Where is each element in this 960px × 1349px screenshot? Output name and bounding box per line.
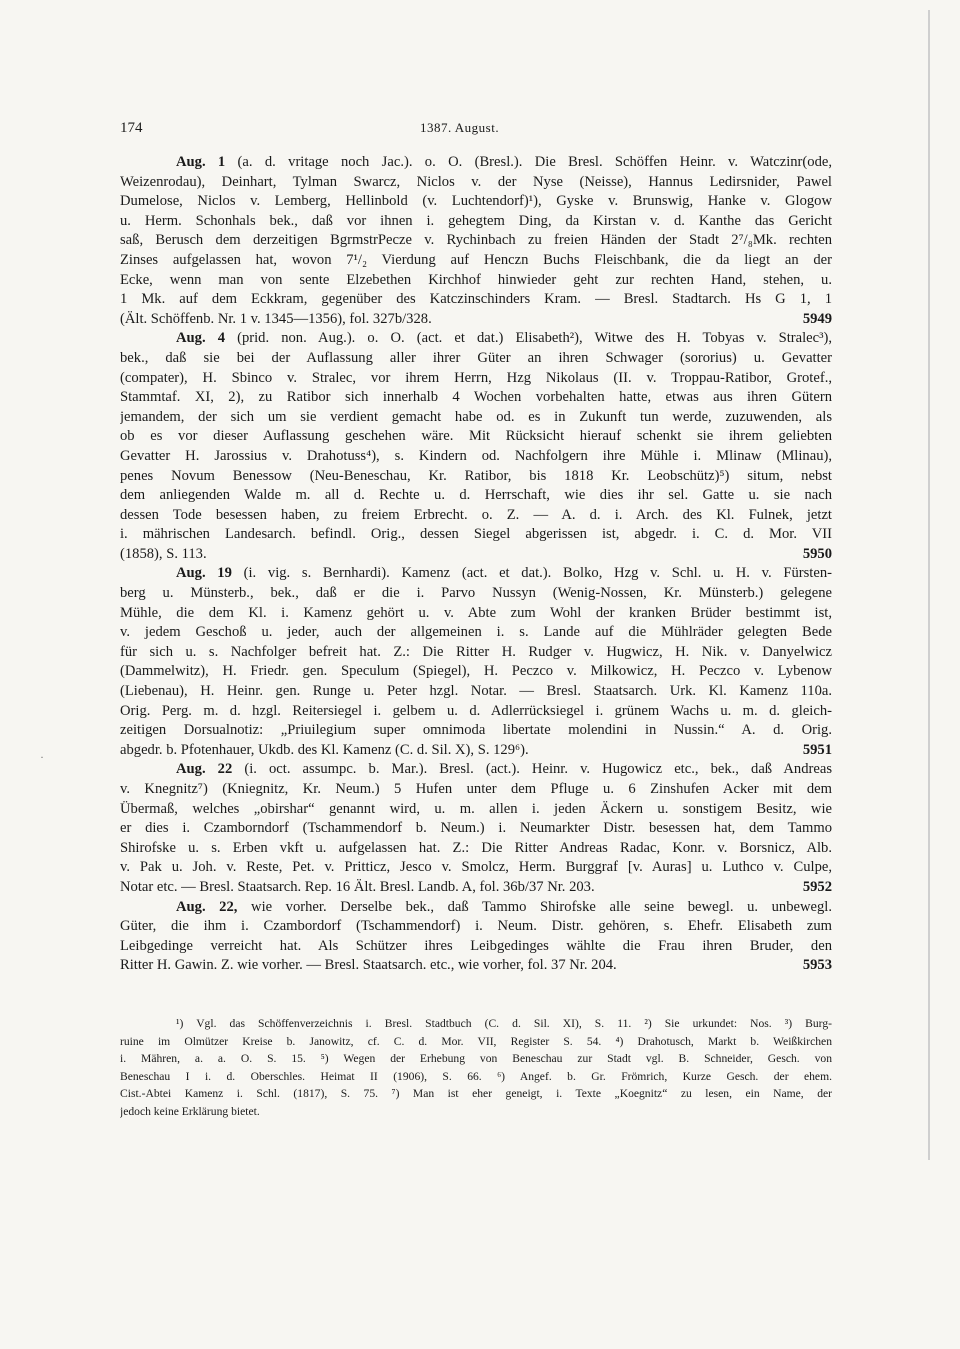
entry-date: Aug. 4 xyxy=(176,330,225,347)
body-text: (compater), H. Sbinco v. Stralec, vor ihrem Herrn, Hzg Nikolaus (II. v. Troppau-Ratibor, Grotef., xyxy=(120,369,832,386)
body-text: zeitigen Dorsualnotiz: „Priuilegium super omnimoda libertate molendini in Nussin.“ A. d. Orig. xyxy=(120,722,832,739)
body-text: Ecke, wenn man von sente Elzebethen Kirchhof hinwieder geht zur rechten Hand, stehen, u. xyxy=(120,271,832,288)
body-text: v. Knegnitz⁷) (Kniegnitz, Kr. Neum.) 5 Hufen unter dem Pfluge u. 6 Zinshufen Acker mit dem xyxy=(120,781,832,797)
body-line xyxy=(120,819,832,839)
body-line xyxy=(120,290,832,310)
body-line xyxy=(120,388,832,408)
body-text: ob es vor dieser Auflassung geschehen wäre. Mit Rücksicht hierauf schenkt sie ihrem geliebten xyxy=(120,428,832,445)
body-line xyxy=(120,545,832,565)
body-line xyxy=(120,271,832,291)
body-line xyxy=(120,408,832,428)
body-text: Zinses aufgelassen hat, wovon 7¹/₂ Vierdung auf Henczn Buchs Fleischbank, die da liegt an der xyxy=(120,251,832,268)
body-line xyxy=(120,231,832,251)
body-line xyxy=(120,917,832,937)
body-text: (prid. non. Aug.). o. O. (act. et dat.) Elisabeth²), Witwe des H. Tobyas v. Stralec³), xyxy=(225,330,832,347)
footnote-line xyxy=(120,1033,832,1051)
entry-date: Aug. 1 xyxy=(176,154,226,170)
footnote-line xyxy=(120,1015,832,1033)
page-edge-shadow xyxy=(928,10,930,1160)
body-text: Leibgedinge verreicht hat. Als Schützer ihres Leibgedinges wählte die Frau ihren Bruder, den xyxy=(120,937,832,954)
body-line xyxy=(120,251,832,271)
body-line xyxy=(120,427,832,447)
body-text: (Dammelwitz), H. Friedr. gen. Speculum (Spiegel), H. Peczco v. Milkowicz, H. Peczco v. Lybenow xyxy=(120,663,832,680)
register-number: 5949 xyxy=(802,310,832,327)
body-line xyxy=(120,956,832,976)
body-line xyxy=(120,584,832,604)
main-text xyxy=(120,153,832,976)
body-text: (i. vig. s. Bernhardi). Kamenz (act. et dat.). Bolko, Hzg v. Schl. u. H. v. Fürsten- xyxy=(231,565,832,582)
body-text: bek., daß sie bei der Auflassung aller ihrer Güter an ihren Schwager (sororius) u. Gevatter xyxy=(120,349,832,366)
body-text: (Ält. Schöffenb. Nr. 1 v. 1345—1356), fol. 327b/328. xyxy=(120,310,432,327)
body-text: Notar etc. — Bresl. Staatsarch. Rep. 16 Ält. Bresl. Landb. A, fol. 36b/37 Nr. 203. xyxy=(120,878,595,895)
body-text: 1 Mk. auf dem Eckkram, gegenüber des Katczinschinders Kram. — Bresl. Stadtarch. Hs G 1, 1 xyxy=(120,291,832,308)
body-line xyxy=(120,780,832,800)
body-line xyxy=(120,741,832,761)
body-text: v. jedem Geschoß u. jeder, auch der allgemeinen i. s. Lande auf die Mühlräder gelegten Bede xyxy=(120,624,832,641)
margin-mark: · xyxy=(40,750,44,764)
body-line xyxy=(120,878,832,898)
body-line xyxy=(120,721,832,741)
body-line xyxy=(120,192,832,212)
body-text: abgedr. b. Pfotenhauer, Ukdb. des Kl. Kamenz (C. d. Sil. X), S. 129⁶). xyxy=(120,741,529,758)
body-line xyxy=(120,800,832,820)
body-line xyxy=(120,153,832,173)
body-text: dem anliegenden Walde m. all d. Rechte u. d. Herrschaft, wie dies ihr sel. Gatte u. sie nach xyxy=(120,487,832,504)
body-text: wie vorher. Derselbe bek., daß Tammo Shirofske alle seine bewegl. u. unbewegl. xyxy=(237,898,832,915)
body-line xyxy=(120,310,832,330)
body-text: Mühle, die dem Kl. i. Kamenz gehört u. v. Abte zum Wohl der kranken Brüder bestimmt ist, xyxy=(120,604,832,621)
body-line xyxy=(120,447,832,467)
body-text: i. mährischen Landesarch. befindl. Orig., dessen Siegel abgerissen ist, abgedr. i. C. d. Mor. VII xyxy=(120,526,832,543)
body-line xyxy=(120,525,832,545)
footnote-line xyxy=(120,1103,832,1121)
body-text: Gevatter H. Jarossius v. Drahotuss⁴), s. Kindern od. Nachfolgern ihre Mühle i. Mlinaw (Mlinau), xyxy=(120,447,832,464)
entry-date: Aug. 19 xyxy=(176,565,232,582)
body-text: Übermaß, welches „obirshar“ genannt wird, u. m. allen i. jeden Äckern u. sonstigem Besitz, wie xyxy=(120,800,832,817)
body-line xyxy=(120,839,832,859)
body-line xyxy=(120,643,832,663)
body-line xyxy=(120,760,832,780)
body-text: berg u. Münsterb., bek., daß er die i. Parvo Nussyn (Wenig-Nossen, Kr. Münsterb.) gelegene xyxy=(120,585,832,602)
body-text: Shirofske u. s. Erben vkft u. aufgelassen hat. Z.: Die Ritter Andreas Radac, Konr. v. Borsnicz, Alb. xyxy=(120,839,832,856)
page-header xyxy=(120,120,832,140)
body-text: jemandem, der sich um sie verdient gemacht habe od. es in Zukunft tun werde, zuzuwenden, als xyxy=(120,408,832,425)
body-line xyxy=(120,662,832,682)
register-number: 5950 xyxy=(802,545,832,562)
body-text: Güter, die ihm i. Czambordorf (Tschammendorf) i. Neum. Distr. gehören, s. Ehefr. Elisabeth zum xyxy=(120,918,832,935)
body-line xyxy=(120,898,832,918)
body-line xyxy=(120,369,832,389)
body-line xyxy=(120,486,832,506)
body-line xyxy=(120,349,832,369)
body-text: u. Herm. Schonhals bek., daß vor ihnen i. gehegtem Ding, da Kirstan v. d. Kanthe das Gericht xyxy=(120,212,832,229)
footnote-text: Beneschau I i. d. Oberschles. Heimat II (1906), S. 66. ⁶) Angef. b. Gr. Frömrich, Kurze Gesch. der ehem. xyxy=(120,1069,832,1083)
body-line xyxy=(120,467,832,487)
body-text: (a. d. vritage noch Jac.). o. O. (Bresl.). Die Bresl. Schöffen Heinr. v. Watczinr(ode, xyxy=(225,154,832,170)
body-text: (i. oct. assumpc. b. Mar.). Bresl. (act.). Heinr. v. Hugowicz etc., bek., daß Andreas xyxy=(232,761,832,778)
register-number: 5952 xyxy=(802,878,832,895)
body-line xyxy=(120,329,832,349)
body-text: Dumelose, Niclos v. Lemberg, Hellinbold (v. Luchtendorf)¹), Gyske v. Brunswig, Hanke v. Glogow xyxy=(120,193,832,210)
body-text: er dies i. Czamborndorf (Tschammendorf b. Neum.) i. Neumarkter Distr. besessen hat, dem Tammo xyxy=(120,820,832,837)
body-text: v. Pak u. Joh. v. Reste, Pet. v. Pritticz, Jesco v. Smolcz, Herm. Burggraf [v. Auras] u. Luthco v. Culpe, xyxy=(120,859,832,876)
footnote-text: jedoch keine Erklärung bietet. xyxy=(120,1104,260,1118)
body-text: dessen Tode besessen haben, zu freiem Erbrecht. o. Z. — A. d. i. Arch. des Kl. Fulnek, jetzt xyxy=(120,506,832,523)
entry-date: Aug. 22, xyxy=(176,898,238,915)
footnote-line xyxy=(120,1085,832,1103)
body-text: saß, Berusch dem derzeitigen BgrmstrPecze v. Rychinbach zu freien Händen der Stadt 2⁷/₈Mk. rechten xyxy=(120,232,832,249)
body-text: für sich u. s. Nachfolger befreit hat. Z.: Die Ritter H. Rudger v. Hugwicz, H. Nik. v. Danyelwicz xyxy=(120,643,832,660)
body-text: penes Novum Benessow (Neu-Beneschau, Kr. Ratibor, bis 1818 Kr. Leobschütz)⁵) situm, nebst xyxy=(120,467,832,484)
body-line xyxy=(120,212,832,232)
running-head: 1387. August. xyxy=(420,120,500,135)
footnotes xyxy=(120,1015,832,1121)
footnote-line xyxy=(120,1068,832,1086)
entry-date: Aug. 22 xyxy=(176,761,233,778)
footnote-text: ruine im Olmützer Kreise b. Janowitz, cf. C. d. Mor. VII, Register S. 54. ⁴) Drahotusch, Markt b. Weißkirchen xyxy=(120,1034,832,1048)
register-number: 5953 xyxy=(802,957,832,974)
body-text: (Liebenau), H. Heinr. gen. Runge u. Peter hzgl. Notar. — Bresl. Staatsarch. Urk. Kl. Kamenz 110a. xyxy=(120,683,832,700)
body-line xyxy=(120,623,832,643)
body-line xyxy=(120,682,832,702)
body-line xyxy=(120,564,832,584)
body-text: Stammtaf. XI, 2), zu Ratibor sich innerhalb 4 Wochen vorbehalten hatte, etwas aus ihren Gütern xyxy=(120,389,832,406)
footnote-text: ¹) Vgl. das Schöffenverzeichnis i. Bresl. Stadtbuch (C. d. Sil. XI), S. 11. ²) Sie urkundet: Nos. ³) Burg- xyxy=(176,1017,832,1030)
page-number: 174 xyxy=(120,120,143,136)
body-line xyxy=(120,702,832,722)
body-text: Weizenrodau), Deinhart, Tylman Swarcz, Niclos v. der Nyse (Neisse), Hannus Ledirsnider, Pawel xyxy=(120,173,832,190)
body-text: (1858), S. 113. xyxy=(120,545,207,562)
body-line xyxy=(120,937,832,957)
footnote-line xyxy=(120,1050,832,1068)
body-line xyxy=(120,173,832,193)
register-number: 5951 xyxy=(802,741,832,758)
footnote-text: Cist.-Abtei Kamenz i. Schl. (1817), S. 75. ⁷) Man ist eher geneigt, i. Texte „Koegnitz“ zu lesen, ein Name, der xyxy=(120,1087,832,1101)
body-line xyxy=(120,604,832,624)
footnote-text: i. Mähren, a. a. O. S. 15. ⁵) Wegen der Erhebung von Beneschau zur Stadt vgl. B. Schneider, Gesch. von xyxy=(120,1052,832,1066)
body-text: Ritter H. Gawin. Z. wie vorher. — Bresl. Staatsarch. etc., wie vorher, fol. 37 Nr. 204. xyxy=(120,957,617,974)
body-line xyxy=(120,506,832,526)
body-line xyxy=(120,858,832,878)
body-text: Orig. Perg. m. d. hzgl. Reitersiegel i. gelbem u. d. Adlerrücksiegel i. grünem Wachs u. m. d. gleich- xyxy=(120,702,832,719)
